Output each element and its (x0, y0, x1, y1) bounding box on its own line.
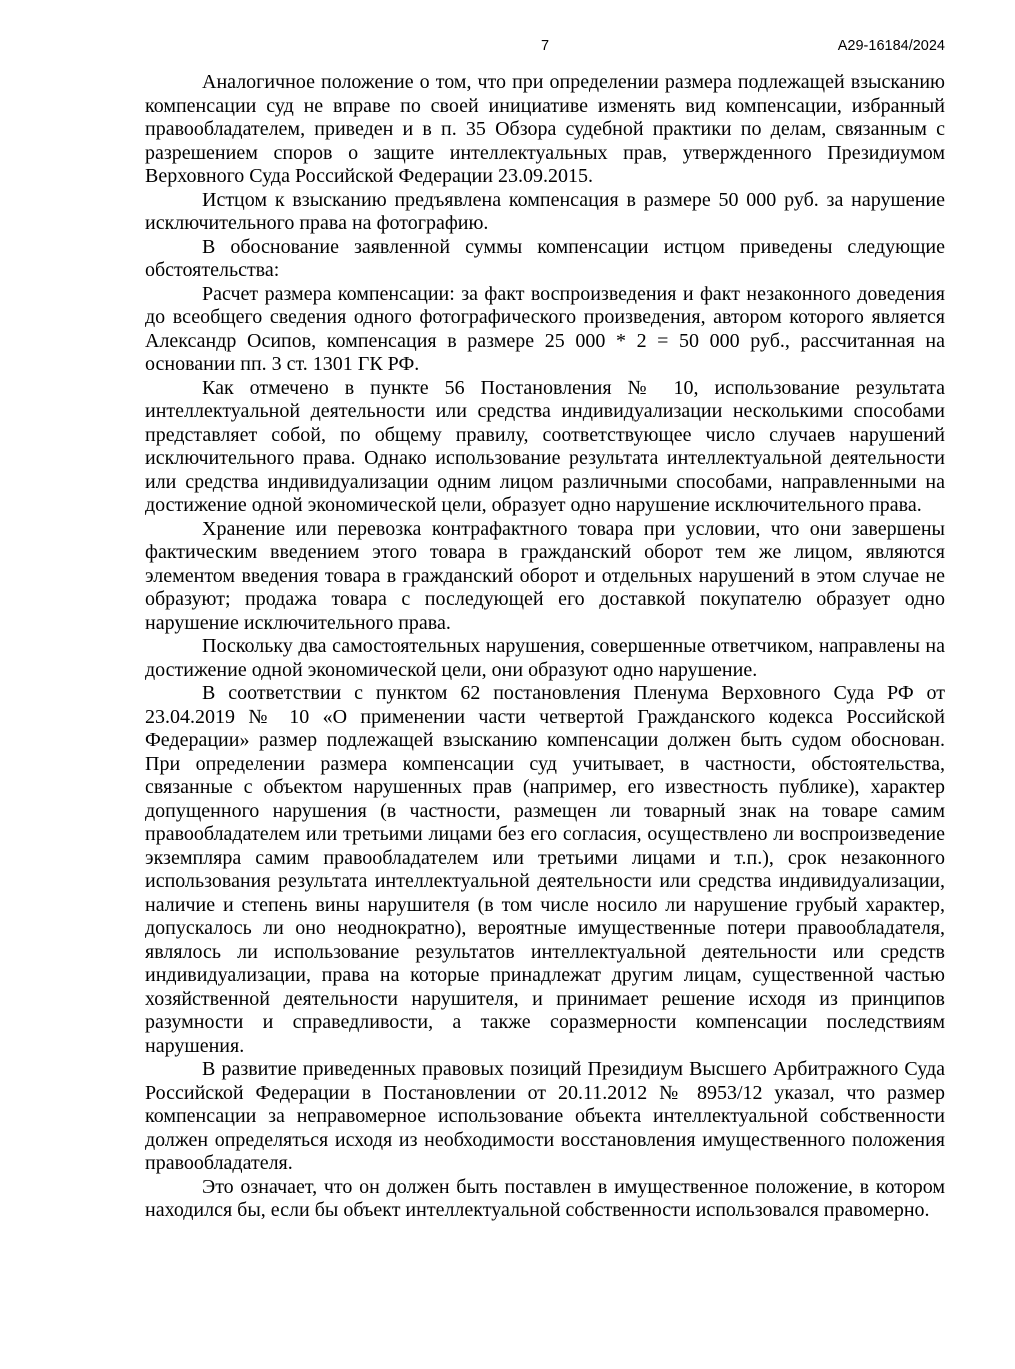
paragraph-point-56-resolution-10: Как отмечено в пункте 56 Постановления № 10, использование результата интеллектуальной деятельности или средства индивидуализации несколькими способами представляет собой, по общему правилу, соответствующее число случаев нарушений исключительного права. Однако использование результата интеллектуальной деятельности или средства индивидуализации одним лицом различными способами, направленными на достижение одной экономической цели, образует одно нарушение исключительного права. (145, 376, 945, 516)
case-number: А29-16184/2024 (837, 38, 945, 54)
page-number: 7 (540, 38, 550, 54)
paragraph-analogous-provision: Аналогичное положение о том, что при определении размера подлежащей взысканию компенсации суд не вправе по своей инициативе изменять вид компенсации, избранный правообладателем, приведен и в п. 35 Обзора судебной практики по делам, связанным с разрешением споров о защите интеллектуальных прав, утвержденного Президиумом Верховного Суда Российской Федерации 23.09.2015. (145, 71, 945, 187)
document-body (145, 71, 945, 1223)
paragraph-presidium-8953-12: В развитие приведенных правовых позиций Президиум Высшего Арбитражного Суда Российской Федерации в Постановлении от 20.11.2012 № 8953/12 указал, что размер компенсации за неправомерное использование объекта интеллектуальной собственности должен определяться исходя из необходимости восстановления имущественного положения правообладателя. (145, 1058, 945, 1174)
paragraph-point-62-plenum: В соответствии с пунктом 62 постановления Пленума Верховного Суда РФ от 23.04.2019 № 10 «О применении части четвертой Гражданского кодекса Российской Федерации» размер подлежащей взысканию компенсации должен быть судом обоснован. При определении размера компенсации суд учитывает, в частности, обстоятельства, связанные с объектом нарушенных прав (например, его известность публике), характер допущенного нарушения (в частности, размещен ли товарный знак на товаре самим правообладателем или третьими лицами без его согласия, осуществлено ли воспроизведение экземпляра самим правообладателем или третьими лицами и т.п.), срок незаконного использования результата интеллектуальной деятельности или средства индивидуализации, наличие и степень вины нарушителя (в том числе носило ли нарушение грубый характер, допускалось ли оно неоднократно), вероятные имущественные потери правообладателя, являлось ли использование результатов интеллектуальной деятельности или средств индивидуализации, права на которые принадлежат другим лицам, существенной частью хозяйственной деятельности нарушителя, и принимает решение исходя из принципов разумности и справедливости, а также соразмерности компенсации последствиям нарушения. (145, 682, 945, 1057)
page-header (145, 37, 945, 55)
paragraph-property-position: Это означает, что он должен быть поставлен в имущественное положение, в котором находился бы, если бы объект интеллектуальной собственности использовался правомерно. (145, 1175, 945, 1221)
paragraph-justification-intro: В обоснование заявленной суммы компенсации истцом приведены следующие обстоятельства: (145, 235, 945, 281)
paragraph-two-violations-one: Поскольку два самостоятельных нарушения, совершенные ответчиком, направлены на достижение одной экономической цели, они образуют одно нарушение. (145, 635, 945, 681)
paragraph-compensation-calculation: Расчет размера компенсации: за факт воспроизведения и факт незаконного доведения до всеобщего сведения одного фотографического произведения, автором которого является Александр Осипов, компенсация в размере 25 000 * 2 = 50 000 руб., рассчитанная на основании пп. 3 ст. 1301 ГК РФ. (145, 282, 945, 375)
paragraph-storage-transport: Хранение или перевозка контрафактного товара при условии, что они завершены фактическим введением этого товара в гражданский оборот тем же лицом, являются элементом введения товара в гражданский оборот и отдельных нарушений в этом случае не образуют; продажа товара с последующей его доставкой покупателю образует одно нарушение исключительного права. (145, 517, 945, 634)
paragraph-claimed-compensation: Истцом к взысканию предъявлена компенсация в размере 50 000 руб. за нарушение исключительного права на фотографию. (145, 188, 945, 234)
